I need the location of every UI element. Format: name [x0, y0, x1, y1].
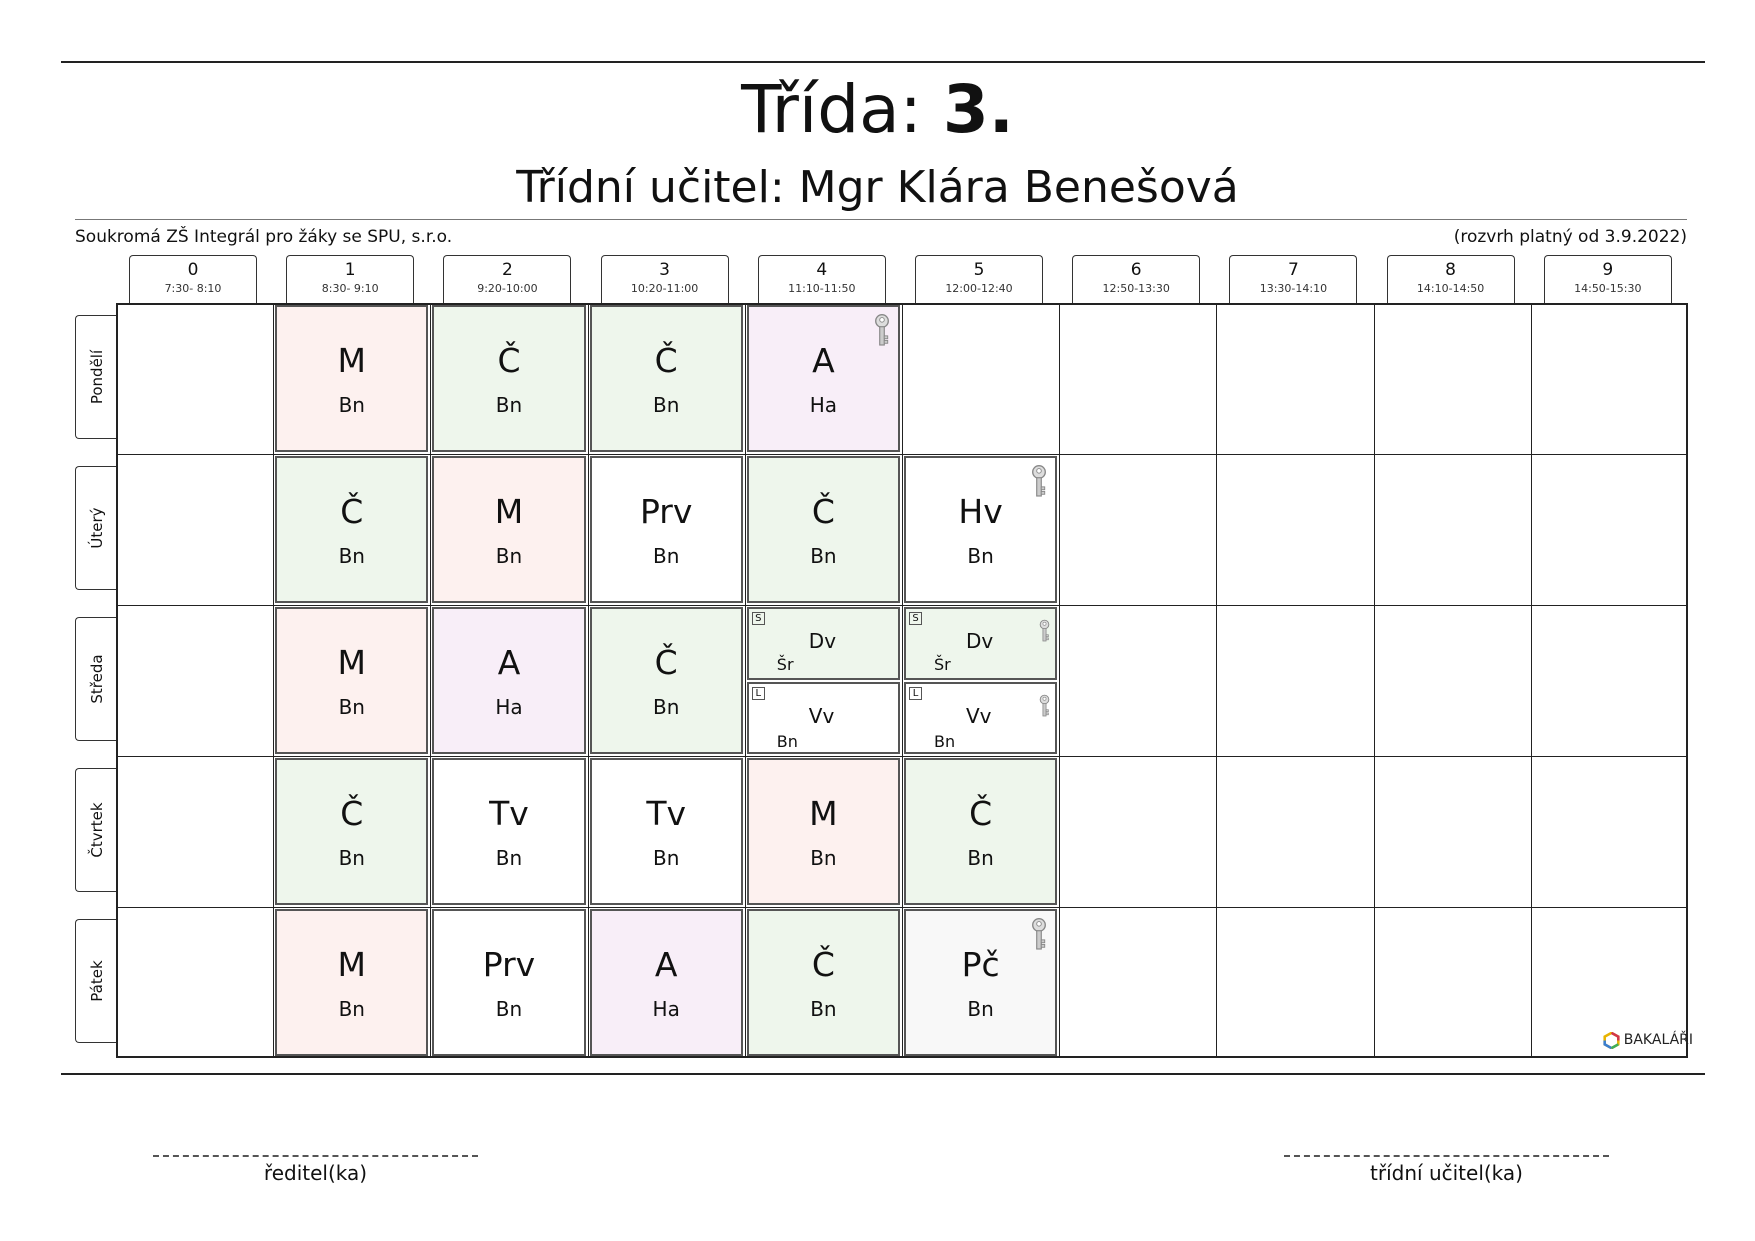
grid-column-line: [273, 303, 274, 1058]
lesson-cell: [432, 607, 585, 754]
page-title: [0, 70, 1755, 150]
signature-label-left: ředitel(ka): [263, 1161, 368, 1185]
lesson-cell: [432, 758, 585, 905]
period-header: [1072, 255, 1200, 303]
period-header: [129, 255, 257, 303]
title-prefix: Třída:: [741, 71, 922, 148]
valid-from: (rozvrh platný od 3.9.2022): [1453, 227, 1687, 247]
split-lesson-teacher: Bn: [934, 731, 956, 751]
lesson-teacher: Bn: [967, 544, 994, 568]
lesson-teacher: Bn: [652, 393, 680, 417]
brand-mark: [1603, 1030, 1693, 1050]
period-header: [286, 255, 414, 303]
day-tab: [75, 919, 117, 1043]
lesson-subject: Č: [654, 643, 678, 682]
lesson-cell: [590, 456, 743, 603]
lesson-cell: [275, 305, 428, 452]
lesson-teacher: Bn: [967, 846, 994, 870]
period-header: [758, 255, 886, 303]
lesson-cell: [904, 758, 1057, 905]
lesson-cell: [275, 607, 428, 754]
lesson-subject: Č: [654, 341, 678, 380]
day-label: Pondělí: [87, 349, 106, 405]
split-lesson-teacher: Bn: [776, 731, 798, 751]
lesson-teacher: Ha: [495, 695, 523, 719]
lesson-teacher: Bn: [967, 997, 994, 1021]
lesson-cell: [747, 909, 900, 1056]
lesson-subject: A: [812, 341, 835, 380]
day-tab: [75, 466, 117, 590]
day-label: Čtvrtek: [87, 802, 106, 858]
lesson-teacher: Bn: [810, 846, 837, 870]
lesson-subject: Č: [969, 794, 993, 833]
split-lesson-subject: Dv: [966, 629, 994, 653]
lesson-subject: A: [654, 945, 678, 984]
split-lesson-cell: [747, 682, 900, 755]
period-time: 11:10-11:50: [788, 282, 856, 295]
lesson-cell: [432, 909, 585, 1056]
period-number: 9: [1602, 260, 1614, 280]
lesson-teacher: Bn: [338, 544, 365, 568]
lesson-subject: Č: [340, 794, 364, 833]
lesson-subject: Prv: [482, 945, 536, 984]
split-lesson-subject: Vv: [966, 703, 992, 728]
lesson-subject: Hv: [958, 492, 1003, 531]
class-number: 3.: [942, 71, 1014, 148]
grid-row-line: [116, 907, 1688, 908]
lesson-teacher: Bn: [495, 393, 523, 417]
split-lesson-subject: Vv: [808, 703, 835, 728]
lesson-cell: [275, 758, 428, 905]
period-number: 7: [1287, 260, 1299, 280]
key-icon: [1031, 917, 1047, 951]
period-time: 8:30- 9:10: [321, 282, 379, 295]
grid-column-line: [1531, 303, 1532, 1058]
day-label: Středa: [87, 654, 106, 704]
period-time: 13:30-14:10: [1259, 282, 1328, 295]
split-lesson-cell: [904, 682, 1057, 755]
period-header: [1387, 255, 1515, 303]
lesson-cell: [275, 909, 428, 1056]
period-header: [443, 255, 571, 303]
split-lesson-cell: [904, 607, 1057, 680]
lesson-teacher: Bn: [652, 695, 680, 719]
lesson-teacher: Ha: [809, 393, 838, 417]
split-lesson-subject: Dv: [808, 629, 837, 653]
period-time: 14:50-15:30: [1574, 282, 1642, 295]
grid-column-line: [902, 303, 903, 1058]
day-tab: [75, 768, 117, 892]
day-tab: [75, 315, 117, 439]
lesson-teacher: Bn: [338, 695, 365, 719]
lesson-teacher: Bn: [652, 544, 680, 568]
lesson-subject: Č: [811, 492, 835, 531]
period-time: 7:30- 8:10: [164, 282, 222, 295]
lesson-subject: M: [337, 643, 367, 682]
group-marker: L: [909, 687, 922, 700]
brand-name: BAKALÁŘI: [1623, 1032, 1693, 1048]
lesson-teacher: Bn: [810, 997, 837, 1021]
lesson-subject: M: [494, 492, 524, 531]
grid-column-line: [588, 303, 589, 1058]
header-divider: [75, 219, 1687, 220]
grid-column-line: [430, 303, 431, 1058]
grid-column-line: [745, 303, 746, 1058]
group-marker: S: [909, 612, 922, 625]
class-teacher: Třídní učitel: Mgr Klára Benešová: [516, 162, 1239, 213]
lesson-teacher: Bn: [338, 997, 365, 1021]
signature-line-right: [1284, 1155, 1609, 1157]
day-label: Úterý: [87, 507, 106, 549]
period-number: 6: [1130, 260, 1142, 280]
lesson-subject: M: [337, 341, 367, 380]
signature-line-left: [153, 1155, 478, 1157]
lesson-teacher: Bn: [495, 997, 523, 1021]
lesson-teacher: Bn: [495, 544, 523, 568]
lesson-cell: [590, 305, 743, 452]
bakalari-logo-icon: [1603, 1032, 1620, 1049]
lesson-cell: [590, 758, 743, 905]
lesson-subject: Tv: [646, 794, 687, 833]
period-number: 8: [1445, 260, 1456, 280]
period-header: [915, 255, 1043, 303]
split-lesson-teacher: Šr: [934, 655, 951, 674]
lesson-cell: [747, 456, 900, 603]
period-number: 3: [659, 260, 670, 280]
lesson-subject: Č: [340, 492, 364, 531]
lesson-subject: Č: [497, 341, 521, 380]
period-time: 10:20-11:00: [630, 282, 699, 295]
lesson-cell: [747, 758, 900, 905]
lesson-teacher: Bn: [338, 393, 365, 417]
lesson-cell: [590, 607, 743, 754]
period-time: 14:10-14:50: [1416, 282, 1485, 295]
lesson-teacher: Bn: [338, 846, 365, 870]
lesson-subject: Č: [811, 945, 835, 984]
period-number: 4: [816, 260, 828, 280]
split-lesson-cell: [747, 607, 900, 680]
key-icon: [1031, 464, 1047, 498]
grid-column-line: [1216, 303, 1217, 1058]
key-icon: [874, 313, 890, 347]
group-marker: L: [752, 687, 765, 700]
lesson-subject: Pč: [961, 945, 1000, 984]
period-number: 5: [973, 260, 985, 280]
period-time: 12:50-13:30: [1102, 282, 1170, 295]
lesson-subject: Prv: [639, 492, 693, 531]
day-label: Pátek: [87, 960, 106, 1002]
key-icon: [1039, 619, 1050, 643]
grid-column-line: [1059, 303, 1060, 1058]
lesson-cell: [590, 909, 743, 1056]
period-time: 9:20-10:00: [477, 282, 538, 295]
lesson-teacher: Ha: [652, 997, 680, 1021]
grid-column-line: [1374, 303, 1375, 1058]
period-number: 0: [187, 260, 199, 280]
split-lesson-teacher: Šr: [776, 655, 794, 674]
lesson-subject: Tv: [489, 794, 529, 833]
grid-row-line: [116, 756, 1688, 757]
day-tab: [75, 617, 117, 741]
lesson-subject: A: [497, 643, 521, 682]
group-marker: S: [752, 612, 765, 625]
key-icon: [1039, 694, 1050, 718]
lesson-cell: [432, 305, 585, 452]
grid-row-line: [116, 605, 1688, 606]
period-header: [1229, 255, 1357, 303]
lesson-teacher: Bn: [810, 544, 837, 568]
lesson-subject: M: [337, 945, 367, 984]
lesson-teacher: Bn: [652, 846, 680, 870]
period-time: 12:00-12:40: [945, 282, 1013, 295]
lesson-cell: [432, 456, 585, 603]
period-number: 2: [501, 260, 513, 280]
period-header: [1544, 255, 1672, 303]
lesson-cell: [275, 456, 428, 603]
period-header: [601, 255, 729, 303]
grid-row-line: [116, 454, 1688, 455]
lesson-teacher: Bn: [495, 846, 523, 870]
school-name: Soukromá ZŠ Integrál pro žáky se SPU, s.r.o.: [75, 227, 453, 247]
lesson-subject: M: [809, 794, 838, 833]
signature-label-right: třídní učitel(ka): [1370, 1161, 1523, 1185]
period-number: 1: [344, 260, 356, 280]
